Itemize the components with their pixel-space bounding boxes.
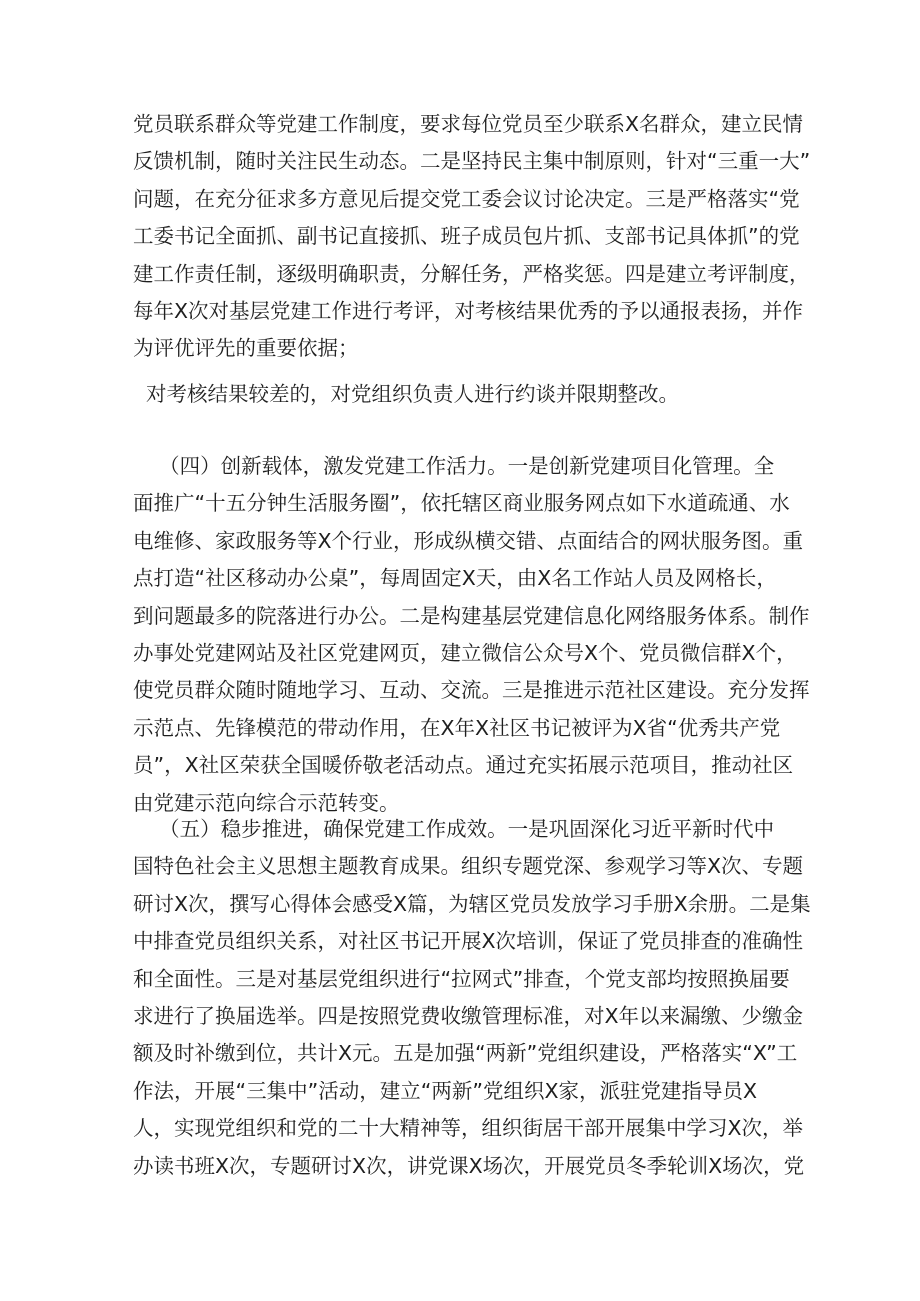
text-line: 和全面性。三是对基层党组织进行“拉网式”排查，个党支部均按照换届要 <box>133 966 790 991</box>
text-line: 为评优评先的重要依据； <box>133 336 359 361</box>
text-line: 国特色社会主义思想主题教育成果。组织专题党深、参观学习等X次、专题 <box>133 854 804 879</box>
paragraph-section-four <box>133 448 810 822</box>
text-line: 中排查党员组织关系，对社区书记开展X次培训，保证了党员排查的准确性 <box>133 929 804 954</box>
paragraph-section-five <box>133 811 811 1185</box>
text-line: （五）稳步推进，确保党建工作成效。一是巩固深化习近平新时代中 <box>133 817 775 841</box>
text-line: 问题，在充分征求多方意见后提交党工委会议讨论决定。三是严格落实“党 <box>133 186 800 211</box>
text-line: 由党建示范向综合示范转变。 <box>133 790 400 815</box>
text-line: 作法，开展“三集中”活动，建立“两新”党组织X家，派驻党建指导员X <box>133 1078 758 1103</box>
text-line: 示范点、先锋模范的带动作用，在X年X社区书记被评为X省“优秀共产党 <box>133 715 781 740</box>
text-line: 对考核结果较差的，对党组织负责人进行约谈并限期整改。 <box>133 382 680 406</box>
paragraph-rectification <box>133 376 793 413</box>
text-line: 研讨X次，撰写心得体会感受X篇，为辖区党员发放学习手册X余册。二是集 <box>133 891 811 916</box>
text-line: 党员联系群众等党建工作制度，要求每位党员至少联系X名群众，建立民情 <box>133 112 804 136</box>
text-line: 反馈机制，随时关注民生动态。二是坚持民主集中制原则，针对“三重一大” <box>133 149 811 174</box>
text-line: 每年X次对基层党建工作进行考评，对考核结果优秀的予以通报表扬，并作 <box>133 298 804 323</box>
text-line: 工委书记全面抓、副书记直接抓、班子成员包片抓、支部书记具体抓”的党 <box>133 224 800 249</box>
text-line: 人，实现党组织和党的二十大精神等，组织街居干部开展集中学习X次，举 <box>133 1116 804 1141</box>
text-line: 求进行了换届选举。四是按照党费收缴管理标准，对X年以来漏缴、少缴金 <box>133 1003 804 1028</box>
text-line: （四）创新载体，激发党建工作活力。一是创新党建项目化管理。全 <box>133 454 775 478</box>
paragraph-party-system <box>133 106 811 368</box>
text-line: 到问题最多的院落进行办公。二是构建基层党建信息化网络服务体系。制作 <box>133 603 810 628</box>
text-line: 使党员群众随时随地学习、互动、交流。三是推进示范社区建设。充分发挥 <box>133 678 810 703</box>
text-line: 电维修、家政服务等X个行业，形成纵横交错、点面结合的网状服务图。重 <box>133 528 804 553</box>
text-line: 办事处党建网站及社区党建网页，建立微信公众号X个、党员微信群X个， <box>133 640 797 665</box>
text-line: 办读书班X次，专题研讨X次，讲党课X场次，开展党员冬季轮训X场次，党 <box>133 1153 805 1178</box>
text-line: 额及时补缴到位，共计X元。五是加强“两新”党组织建设，严格落实“X”工 <box>133 1041 798 1066</box>
text-line: 员”，X社区荣获全国暖侨敬老活动点。通过充实拓展示范项目，推动社区 <box>133 753 794 778</box>
text-line: 建工作责任制，逐级明确职责，分解任务，严格奖惩。四是建立考评制度， <box>133 261 810 286</box>
text-line: 面推广“十五分钟生活服务圈”，依托辖区商业服务网点如下水道疏通、水 <box>133 491 790 516</box>
text-line: 点打造“社区移动办公桌”，每周固定X天，由X名工作站人员及网格长， <box>133 566 777 591</box>
